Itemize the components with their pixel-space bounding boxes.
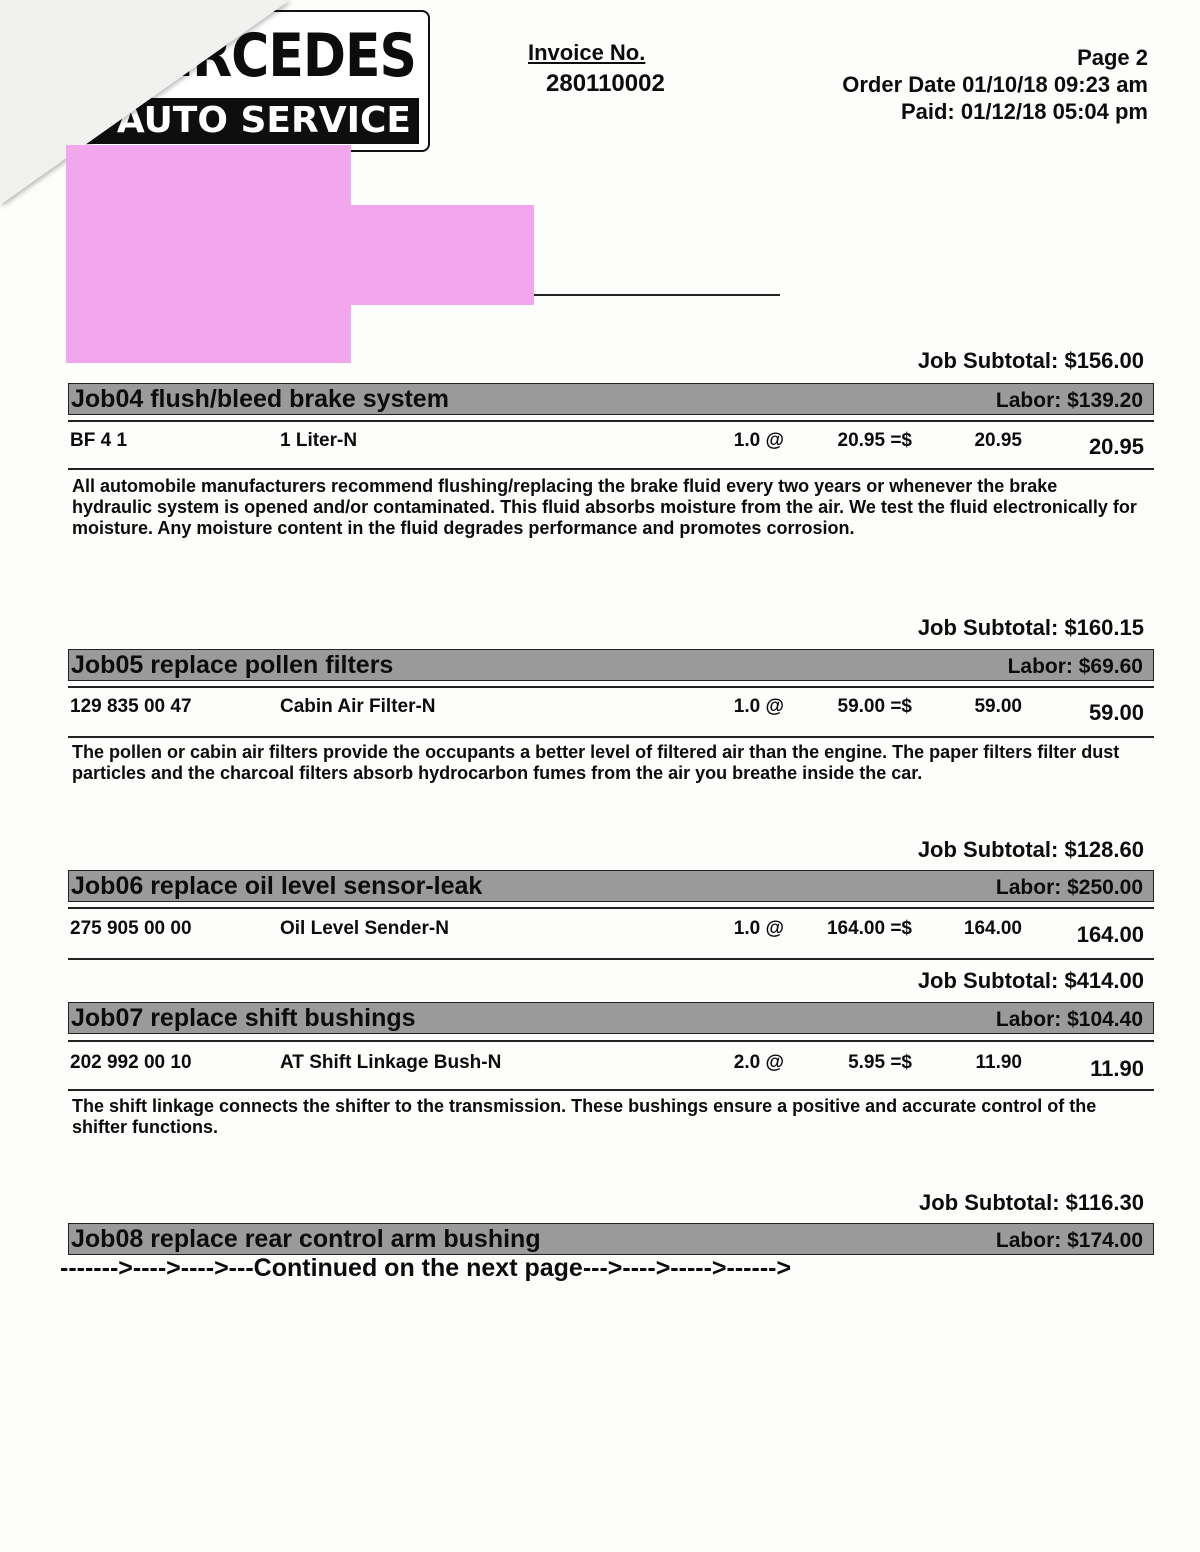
job-labor: Labor: $104.40 (995, 1008, 1143, 1031)
extended-price: 59.00 (974, 696, 1022, 717)
unit-price: 20.95 =$ (837, 430, 912, 451)
job-subtotal: Job Subtotal: $160.15 (917, 615, 1144, 640)
order-date: Order Date 01/10/18 09:23 am (842, 72, 1148, 97)
part-line (70, 1052, 1150, 1082)
divider-line (68, 958, 1154, 960)
line-total: 164.00 (1076, 922, 1144, 947)
part-line (70, 696, 1150, 726)
page-number: Page 2 (1077, 45, 1148, 70)
part-description: AT Shift Linkage Bush-N (280, 1052, 502, 1073)
part-quantity: 1.0 @ (733, 430, 784, 451)
job-note: The pollen or cabin air filters provide the occupants a better level of filtered air than the engine. The paper filters filter dust particles and the charcoal filters absorb hydrocarbon fumes from the air you breathe inside the car. (72, 742, 1120, 783)
extended-price: 164.00 (963, 918, 1022, 939)
job-subtotal: Job Subtotal: $414.00 (917, 968, 1144, 993)
paid-date: Paid: 01/12/18 05:04 pm (900, 99, 1148, 124)
line-total: 11.90 (1090, 1056, 1144, 1081)
job-header (68, 1002, 1154, 1034)
part-description: Oil Level Sender-N (280, 918, 449, 939)
divider-line (68, 1040, 1154, 1042)
invoice-label: Invoice No. (528, 40, 646, 65)
unit-price: 59.00 =$ (837, 696, 912, 717)
part-quantity: 1.0 @ (733, 696, 784, 717)
job-labor: Labor: $250.00 (995, 876, 1143, 899)
redaction-block (351, 205, 534, 305)
job-labor: Labor: $139.20 (995, 389, 1143, 412)
divider-line (68, 468, 1154, 470)
job-note: All automobile manufacturers recommend flushing/replacing the brake fluid every two years or whenever the brake hydraulic system is opened and/or contaminated. This fluid absorbs moisture from the air. We test the fluid electronically for moisture. Any moisture content in the fluid degrades performance and promotes corrosion. (72, 476, 1137, 538)
part-quantity: 2.0 @ (733, 1052, 784, 1073)
job-header (68, 870, 1154, 902)
job-subtotal: Job Subtotal: $128.60 (917, 837, 1144, 862)
line-total: 59.00 (1088, 700, 1144, 725)
part-line (70, 918, 1150, 948)
job-title: Job06 replace oil level sensor-leak (71, 872, 483, 900)
divider-line (68, 907, 1154, 909)
part-number: 129 835 00 47 (70, 696, 192, 717)
part-quantity: 1.0 @ (733, 918, 784, 939)
job-labor: Labor: $174.00 (995, 1229, 1143, 1252)
unit-price: 5.95 =$ (848, 1052, 912, 1073)
divider-line (68, 686, 1154, 688)
job-title: Job07 replace shift bushings (71, 1004, 416, 1032)
extended-price: 11.90 (975, 1052, 1022, 1073)
job-title: Job04 flush/bleed brake system (71, 385, 449, 413)
part-number: 275 905 00 00 (70, 918, 192, 939)
job-header (68, 649, 1154, 681)
logo-line2: AUTO SERVICE (84, 98, 419, 144)
redaction-block (66, 145, 351, 363)
job-title: Job05 replace pollen filters (71, 651, 394, 679)
job-labor: Labor: $69.60 (1007, 655, 1143, 678)
logo-line1: ERCEDES (157, 22, 416, 91)
job-subtotal: Job Subtotal: $156.00 (917, 348, 1144, 373)
part-description: Cabin Air Filter-N (280, 696, 436, 717)
divider-line (68, 1089, 1154, 1091)
part-description: 1 Liter-N (280, 430, 358, 451)
extended-price: 20.95 (974, 430, 1022, 451)
part-number: BF 4 1 (70, 430, 128, 451)
invoice-meta (842, 44, 1148, 125)
divider-line (68, 420, 1154, 422)
part-line (70, 430, 1150, 460)
line-total: 20.95 (1088, 434, 1144, 459)
job-subtotal: Job Subtotal: $116.30 (919, 1190, 1144, 1215)
job-note: The shift linkage connects the shifter to the transmission. These bushings ensure a positive and accurate control of the shifter functions. (72, 1096, 1097, 1137)
divider-line (534, 294, 780, 296)
unit-price: 164.00 =$ (826, 918, 912, 939)
continued-notice: ------->---->---->---Continued on the next page--->---->----->------> (60, 1254, 792, 1282)
job-header (68, 383, 1154, 415)
job-title: Job08 replace rear control arm bushing (71, 1225, 541, 1253)
divider-line (68, 736, 1154, 738)
invoice-number: 280110002 (546, 70, 665, 97)
job-header (68, 1223, 1154, 1255)
part-number: 202 992 00 10 (70, 1052, 192, 1073)
